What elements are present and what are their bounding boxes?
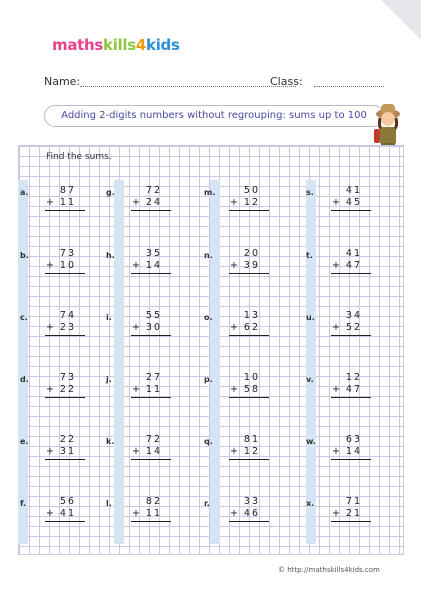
problem-bottom-number: 11 xyxy=(59,197,76,208)
addition-problem xyxy=(204,496,274,535)
addition-problem xyxy=(306,434,376,473)
problem-letter: x. xyxy=(306,499,315,508)
problem-bottom-number: 46 xyxy=(243,508,260,519)
addition-problem xyxy=(106,310,176,349)
problem-bottom-number: 14 xyxy=(345,446,362,457)
problem-letter: o. xyxy=(204,313,213,322)
addition-problem xyxy=(306,372,376,411)
plus-sign: + xyxy=(332,384,340,395)
addition-problem xyxy=(204,434,274,473)
plus-sign: + xyxy=(332,197,340,208)
plus-sign: + xyxy=(46,197,54,208)
problem-top-number: 27 xyxy=(145,372,162,383)
problem-top-number: 71 xyxy=(345,496,362,507)
plus-sign: + xyxy=(332,446,340,457)
problem-letter: b. xyxy=(20,251,29,260)
answer-line[interactable] xyxy=(131,273,171,274)
addition-problem xyxy=(306,310,376,349)
problem-letter: h. xyxy=(106,251,115,260)
answer-line[interactable] xyxy=(331,459,371,460)
addition-problem xyxy=(20,496,90,535)
addition-problem xyxy=(306,496,376,535)
name-label: Name: xyxy=(44,75,81,88)
problem-top-number: 74 xyxy=(59,310,76,321)
problem-bottom-number: 10 xyxy=(59,260,76,271)
answer-line[interactable] xyxy=(229,521,269,522)
problem-bottom-number: 47 xyxy=(345,384,362,395)
letter-column-stripe xyxy=(210,180,220,544)
addition-problem xyxy=(204,310,274,349)
problem-bottom-number: 41 xyxy=(59,508,76,519)
plus-sign: + xyxy=(132,508,140,519)
problem-letter: i. xyxy=(106,313,112,322)
plus-sign: + xyxy=(230,446,238,457)
problem-letter: j. xyxy=(106,375,112,384)
addition-problem xyxy=(106,434,176,473)
letter-column-stripe xyxy=(114,180,124,544)
problem-top-number: 50 xyxy=(243,185,260,196)
answer-line[interactable] xyxy=(229,273,269,274)
class-label: Class: xyxy=(270,75,303,88)
answer-line[interactable] xyxy=(45,397,85,398)
problem-letter: w. xyxy=(306,437,316,446)
plus-sign: + xyxy=(46,384,54,395)
problem-letter: m. xyxy=(204,188,216,197)
problem-bottom-number: 30 xyxy=(145,322,162,333)
problem-bottom-number: 11 xyxy=(145,508,162,519)
problem-letter: q. xyxy=(204,437,213,446)
problem-top-number: 82 xyxy=(145,496,162,507)
problem-letter: n. xyxy=(204,251,213,260)
letter-column-stripe xyxy=(306,180,316,544)
name-field[interactable] xyxy=(80,86,296,87)
answer-line[interactable] xyxy=(45,459,85,460)
plus-sign: + xyxy=(332,322,340,333)
answer-line[interactable] xyxy=(331,273,371,274)
problem-bottom-number: 21 xyxy=(345,508,362,519)
page-corner-fold xyxy=(381,0,421,40)
answer-line[interactable] xyxy=(229,335,269,336)
answer-line[interactable] xyxy=(45,210,85,211)
addition-problem xyxy=(20,248,90,287)
plus-sign: + xyxy=(230,384,238,395)
answer-line[interactable] xyxy=(131,459,171,460)
problem-bottom-number: 14 xyxy=(145,446,162,457)
problem-bottom-number: 62 xyxy=(243,322,260,333)
footer-url[interactable]: © http://mathskills4kids.com xyxy=(278,566,380,574)
letter-column-stripe xyxy=(18,180,28,544)
plus-sign: + xyxy=(132,260,140,271)
problem-letter: c. xyxy=(20,313,28,322)
answer-line[interactable] xyxy=(45,273,85,274)
answer-line[interactable] xyxy=(131,521,171,522)
problem-top-number: 13 xyxy=(243,310,260,321)
worksheet-title: Adding 2-digits numbers without regrouping: sums up to 100 xyxy=(44,105,384,127)
problem-letter: e. xyxy=(20,437,29,446)
plus-sign: + xyxy=(46,446,54,457)
problem-bottom-number: 23 xyxy=(59,322,76,333)
problem-letter: s. xyxy=(306,188,314,197)
problem-top-number: 35 xyxy=(145,248,162,259)
problem-letter: u. xyxy=(306,313,315,322)
answer-line[interactable] xyxy=(131,335,171,336)
addition-problem xyxy=(306,185,376,224)
answer-line[interactable] xyxy=(331,521,371,522)
problem-letter: g. xyxy=(106,188,115,197)
instruction-text: Find the sums. xyxy=(46,152,112,162)
problem-top-number: 10 xyxy=(243,372,260,383)
problem-bottom-number: 14 xyxy=(145,260,162,271)
answer-line[interactable] xyxy=(131,210,171,211)
problem-letter: a. xyxy=(20,188,29,197)
problem-top-number: 63 xyxy=(345,434,362,445)
problem-top-number: 33 xyxy=(243,496,260,507)
plus-sign: + xyxy=(230,197,238,208)
plus-sign: + xyxy=(230,260,238,271)
addition-problem xyxy=(20,434,90,473)
answer-line[interactable] xyxy=(45,521,85,522)
addition-problem xyxy=(106,248,176,287)
addition-problem xyxy=(20,310,90,349)
problem-top-number: 20 xyxy=(243,248,260,259)
problem-top-number: 41 xyxy=(345,185,362,196)
problem-bottom-number: 22 xyxy=(59,384,76,395)
problem-bottom-number: 39 xyxy=(243,260,260,271)
problem-top-number: 81 xyxy=(243,434,260,445)
problem-top-number: 41 xyxy=(345,248,362,259)
addition-problem xyxy=(204,248,274,287)
plus-sign: + xyxy=(132,446,140,457)
plus-sign: + xyxy=(332,260,340,271)
problem-top-number: 12 xyxy=(345,372,362,383)
answer-line[interactable] xyxy=(331,397,371,398)
answer-line[interactable] xyxy=(331,335,371,336)
plus-sign: + xyxy=(132,197,140,208)
problem-letter: l. xyxy=(106,499,112,508)
problem-bottom-number: 45 xyxy=(345,197,362,208)
plus-sign: + xyxy=(46,260,54,271)
problem-top-number: 72 xyxy=(145,185,162,196)
problem-letter: d. xyxy=(20,375,29,384)
answer-line[interactable] xyxy=(331,210,371,211)
problem-bottom-number: 47 xyxy=(345,260,362,271)
problem-bottom-number: 11 xyxy=(145,384,162,395)
addition-problem xyxy=(204,185,274,224)
problem-top-number: 34 xyxy=(345,310,362,321)
addition-problem xyxy=(106,372,176,411)
problem-top-number: 73 xyxy=(59,372,76,383)
plus-sign: + xyxy=(46,322,54,333)
problem-bottom-number: 12 xyxy=(243,197,260,208)
problem-letter: v. xyxy=(306,375,314,384)
answer-line[interactable] xyxy=(229,397,269,398)
plus-sign: + xyxy=(46,508,54,519)
problem-bottom-number: 24 xyxy=(145,197,162,208)
addition-problem xyxy=(20,185,90,224)
class-field[interactable] xyxy=(314,86,384,87)
problem-top-number: 56 xyxy=(59,496,76,507)
answer-line[interactable] xyxy=(131,397,171,398)
problem-bottom-number: 12 xyxy=(243,446,260,457)
addition-problem xyxy=(106,185,176,224)
addition-problem xyxy=(306,248,376,287)
addition-problem xyxy=(20,372,90,411)
plus-sign: + xyxy=(332,508,340,519)
plus-sign: + xyxy=(230,322,238,333)
problem-bottom-number: 31 xyxy=(59,446,76,457)
answer-line[interactable] xyxy=(229,210,269,211)
problem-top-number: 73 xyxy=(59,248,76,259)
plus-sign: + xyxy=(230,508,238,519)
problem-letter: f. xyxy=(20,499,27,508)
problem-letter: p. xyxy=(204,375,213,384)
problem-bottom-number: 58 xyxy=(243,384,260,395)
answer-line[interactable] xyxy=(229,459,269,460)
problem-bottom-number: 52 xyxy=(345,322,362,333)
addition-problem xyxy=(106,496,176,535)
problem-top-number: 87 xyxy=(59,185,76,196)
problem-letter: t. xyxy=(306,251,313,260)
plus-sign: + xyxy=(132,384,140,395)
problem-letter: k. xyxy=(106,437,115,446)
addition-problem xyxy=(204,372,274,411)
problem-top-number: 72 xyxy=(145,434,162,445)
plus-sign: + xyxy=(132,322,140,333)
problem-top-number: 55 xyxy=(145,310,162,321)
problem-top-number: 22 xyxy=(59,434,76,445)
problem-letter: r. xyxy=(204,499,210,508)
answer-line[interactable] xyxy=(45,335,85,336)
mathskills4kids-logo: mathskills4kids xyxy=(52,36,180,54)
